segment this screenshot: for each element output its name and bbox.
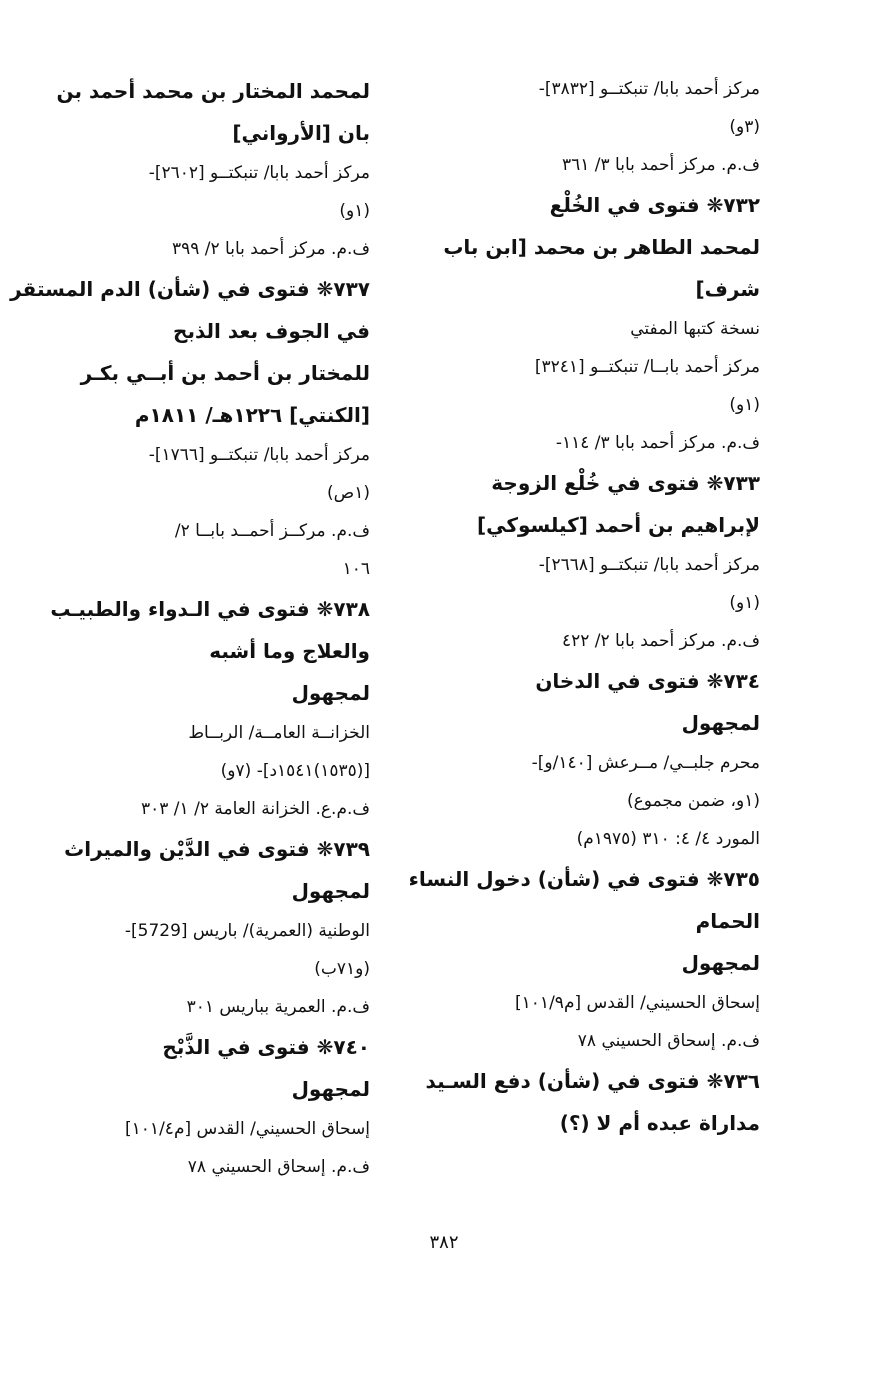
- right-column-heading-line: لمحمد الطاهر بن محمد [ابن باب: [443, 235, 760, 259]
- left-column-heading-line: لمجهول: [291, 1077, 370, 1101]
- right-column-text-line: إسحاق الحسيني/ القدس [م١٠١/٩]: [515, 993, 760, 1013]
- left-column-heading-line: ٧٣٩❋ فتوى في الدَّيْن والميراث: [64, 837, 370, 861]
- right-column-text-line: (١و): [729, 395, 760, 415]
- right-column-text-line: مركز أحمد بابا/ تنبكتــو [٢٦٦٨]-: [538, 555, 760, 575]
- right-column-text-line: (١و): [729, 593, 760, 613]
- left-column-heading-line: في الجوف بعد الذبح: [173, 319, 370, 343]
- left-column-text-line: (١ص): [327, 483, 370, 503]
- left-column-text-line: الوطنية (العمرية)/ باريس [5729]-: [124, 921, 370, 941]
- right-column-text-line: مركز أحمد بابا/ تنبكتــو [٣٨٣٢]-: [538, 79, 760, 99]
- left-column-heading-line: لمجهول: [291, 681, 370, 705]
- right-column-heading-line: مداراة عبده أم لا (؟): [559, 1111, 760, 1135]
- left-column-text-line: (١و): [339, 201, 370, 221]
- left-column-text-line: ف.م. مركز أحمد بابا ٢/ ٣٩٩: [171, 239, 370, 259]
- right-column-heading-line: ٧٣٤❋ فتوى في الدخان: [535, 669, 760, 693]
- right-column-text-line: ف.م. إسحاق الحسيني ٧٨: [577, 1031, 760, 1051]
- right-column-text-line: محرم جلبــي/ مــرعش [١٤٠/و]-: [531, 753, 760, 773]
- right-column-heading-line: لمجهول: [681, 711, 760, 735]
- left-column-text-line: ف.م. إسحاق الحسيني ٧٨: [187, 1157, 370, 1177]
- left-column-text-line: ف.م.ع. الخزانة العامة ٢/ ١/ ٣٠٣: [140, 799, 370, 819]
- left-column-heading-line: [الكنتي] ١٢٢٦هـ/ ١٨١١م: [134, 403, 370, 427]
- left-column-text-line: إسحاق الحسيني/ القدس [م١٠١/٤]: [125, 1119, 370, 1139]
- left-column-heading-line: لمحمد المختار بن محمد أحمد بن: [56, 79, 370, 103]
- left-column-text-line: الخزانــة العامــة/ الربــاط: [188, 723, 370, 743]
- right-column: [408, 70, 760, 1144]
- left-column-text-line: مركز أحمد بابا/ تنبكتــو [١٧٦٦]-: [148, 445, 370, 465]
- right-column-text-line: ف.م. مركز أحمد بابا ٢/ ٤٢٢: [561, 631, 760, 651]
- right-column-text-line: مركز أحمد بابــا/ تنبكتــو [٣٢٤١]: [534, 357, 760, 377]
- left-column-heading-line: لمجهول: [291, 879, 370, 903]
- right-column-text-line: المورد ٤/ ٤: ٣١٠ (١٩٧٥م): [576, 829, 760, 849]
- left-column-text-line: مركز أحمد بابا/ تنبكتــو [٢٦٠٢]-: [148, 163, 370, 183]
- left-column-text-line: (و٧١ب): [314, 959, 370, 979]
- right-column-text-line: (٣و): [729, 117, 760, 137]
- left-column-heading-line: ٧٤٠❋ فتوى في الذَّبْح: [162, 1035, 370, 1059]
- right-column-heading-line: لإبراهيم بن أحمد [كيلسوكي]: [476, 513, 760, 537]
- left-column-text-line: ف.م. العمرية بباريس ٣٠١: [186, 997, 370, 1017]
- right-column-text-line: (١و، ضمن مجموع): [627, 791, 760, 811]
- right-column-heading-line: لمجهول: [681, 951, 760, 975]
- right-column-heading-line: ٧٣٦❋ فتوى في (شأن) دفع السـيد: [425, 1069, 760, 1093]
- left-column-heading-line: ٧٣٨❋ فتوى في الـدواء والطبيـب: [50, 597, 370, 621]
- left-column-heading-line: ٧٣٧❋ فتوى في (شأن) الدم المستقر: [10, 277, 370, 301]
- left-column-text-line: ف.م. مركــز أحمــد بابــا ٢/: [174, 521, 370, 541]
- right-column-text-line: ف.م. مركز أحمد بابا ٣/ ٣٦١: [561, 155, 760, 175]
- left-column-heading-line: بان [الأرواني]: [232, 121, 370, 145]
- right-column-heading-line: شرف]: [695, 277, 760, 301]
- right-column-heading-line: ٧٣٥❋ فتوى في (شأن) دخول النساء: [408, 867, 760, 891]
- right-column-text-line: نسخة كتبها المفتي: [630, 319, 760, 339]
- page-number: ٣٨٢: [429, 1232, 459, 1253]
- left-column-heading-line: والعلاج وما أشبه: [209, 639, 370, 663]
- right-column-heading-line: الحمام: [695, 909, 760, 933]
- left-column-text-line: ١٠٦: [342, 559, 370, 579]
- right-column-heading-line: ٧٣٢❋ فتوى في الخُلْع: [549, 193, 760, 217]
- left-column-heading-line: للمختار بن أحمد بن أبــي بكـر: [80, 361, 370, 385]
- left-column-text-line: [(١٥٣٥)١٥٤١د]- (٧و): [220, 761, 370, 781]
- right-column-heading-line: ٧٣٣❋ فتوى في خُلْع الزوجة: [491, 471, 760, 495]
- right-column-text-line: ف.م. مركز أحمد بابا ٣/ ١١٤-: [555, 433, 760, 453]
- left-column: [10, 70, 370, 1186]
